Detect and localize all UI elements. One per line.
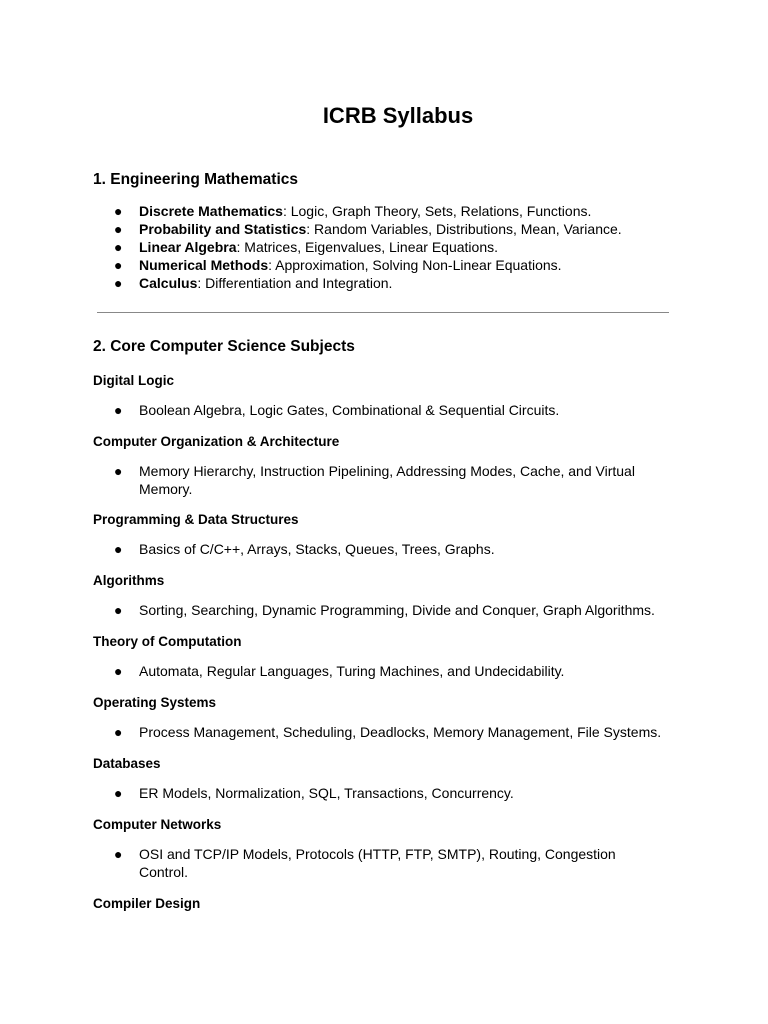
list-item — [93, 845, 683, 881]
list-item — [93, 723, 683, 741]
topic-text: Boolean Algebra, Logic Gates, Combinational & Sequential Circuits. — [139, 402, 560, 418]
list-item — [93, 220, 683, 238]
bullet-icon: ● — [114, 541, 123, 557]
topic-text: : Random Variables, Distributions, Mean, Variance. — [306, 221, 622, 237]
list-item — [93, 462, 683, 498]
subject-heading-databases: Databases — [93, 756, 161, 771]
subject-topic-list — [93, 601, 683, 619]
topic-text: : Logic, Graph Theory, Sets, Relations, Functions. — [282, 203, 592, 219]
topic-text: OSI and TCP/IP Models, Protocols (HTTP, FTP, SMTP), Routing, Congestion Control. — [139, 846, 616, 880]
topic-term: Linear Algebra — [139, 239, 237, 255]
list-item — [93, 274, 683, 292]
topic-text: ER Models, Normalization, SQL, Transactions, Concurrency. — [139, 785, 514, 801]
subject-topic-list — [93, 845, 683, 881]
subject-topic-list — [93, 784, 683, 802]
topic-text: Memory Hierarchy, Instruction Pipelining, Addressing Modes, Cache, and Virtual Memory. — [139, 463, 635, 497]
topic-text: Basics of C/C++, Arrays, Stacks, Queues, Trees, Graphs. — [139, 541, 495, 557]
list-item — [93, 601, 683, 619]
subject-topic-list — [93, 462, 683, 498]
bullet-icon: ● — [114, 221, 123, 237]
list-item — [93, 401, 683, 419]
bullet-icon: ● — [114, 203, 123, 219]
subject-topic-list — [93, 723, 683, 741]
subject-heading-theory-of-computation: Theory of Computation — [93, 634, 242, 649]
subject-heading-computer-organization: Computer Organization & Architecture — [93, 434, 340, 449]
horizontal-divider — [97, 312, 669, 313]
bullet-icon: ● — [114, 239, 123, 255]
bullet-icon: ● — [114, 785, 123, 801]
math-topic-list — [93, 202, 683, 292]
bullet-icon: ● — [114, 663, 123, 679]
subject-heading-operating-systems: Operating Systems — [93, 695, 217, 710]
subject-heading-algorithms: Algorithms — [93, 573, 165, 588]
list-item — [93, 256, 683, 274]
topic-text: : Approximation, Solving Non-Linear Equations. — [268, 257, 562, 273]
list-item — [93, 540, 683, 558]
topic-term: Probability and Statistics — [139, 221, 307, 237]
section-heading-core-cs: 2. Core Computer Science Subjects — [93, 338, 355, 355]
subject-topic-list — [93, 401, 683, 419]
topic-text: Sorting, Searching, Dynamic Programming, Divide and Conquer, Graph Algorithms. — [139, 602, 655, 618]
bullet-icon: ● — [114, 275, 123, 291]
subject-heading-computer-networks: Computer Networks — [93, 817, 222, 832]
bullet-icon: ● — [114, 602, 123, 618]
bullet-icon: ● — [114, 257, 123, 273]
subject-heading-programming: Programming & Data Structures — [93, 512, 299, 527]
topic-text: Process Management, Scheduling, Deadlocks, Memory Management, File Systems. — [139, 724, 662, 740]
topic-term: Discrete Mathematics — [139, 203, 283, 219]
bullet-icon: ● — [114, 402, 123, 418]
subject-heading-digital-logic: Digital Logic — [93, 373, 174, 388]
bullet-icon: ● — [114, 724, 123, 740]
topic-text: Automata, Regular Languages, Turing Machines, and Undecidability. — [139, 663, 565, 679]
bullet-icon: ● — [114, 846, 123, 862]
section-heading-engineering-mathematics: 1. Engineering Mathematics — [93, 171, 298, 188]
list-item — [93, 662, 683, 680]
subject-topic-list — [93, 662, 683, 680]
topic-text: : Matrices, Eigenvalues, Linear Equations. — [236, 239, 498, 255]
topic-text: : Differentiation and Integration. — [197, 275, 393, 291]
topic-term: Numerical Methods — [139, 257, 269, 273]
list-item — [93, 784, 683, 802]
list-item — [93, 238, 683, 256]
subject-heading-compiler-design: Compiler Design — [93, 896, 201, 911]
bullet-icon: ● — [114, 463, 123, 479]
list-item — [93, 202, 683, 220]
topic-term: Calculus — [139, 275, 198, 291]
subject-topic-list — [93, 540, 683, 558]
document-title: ICRB Syllabus — [322, 103, 474, 128]
